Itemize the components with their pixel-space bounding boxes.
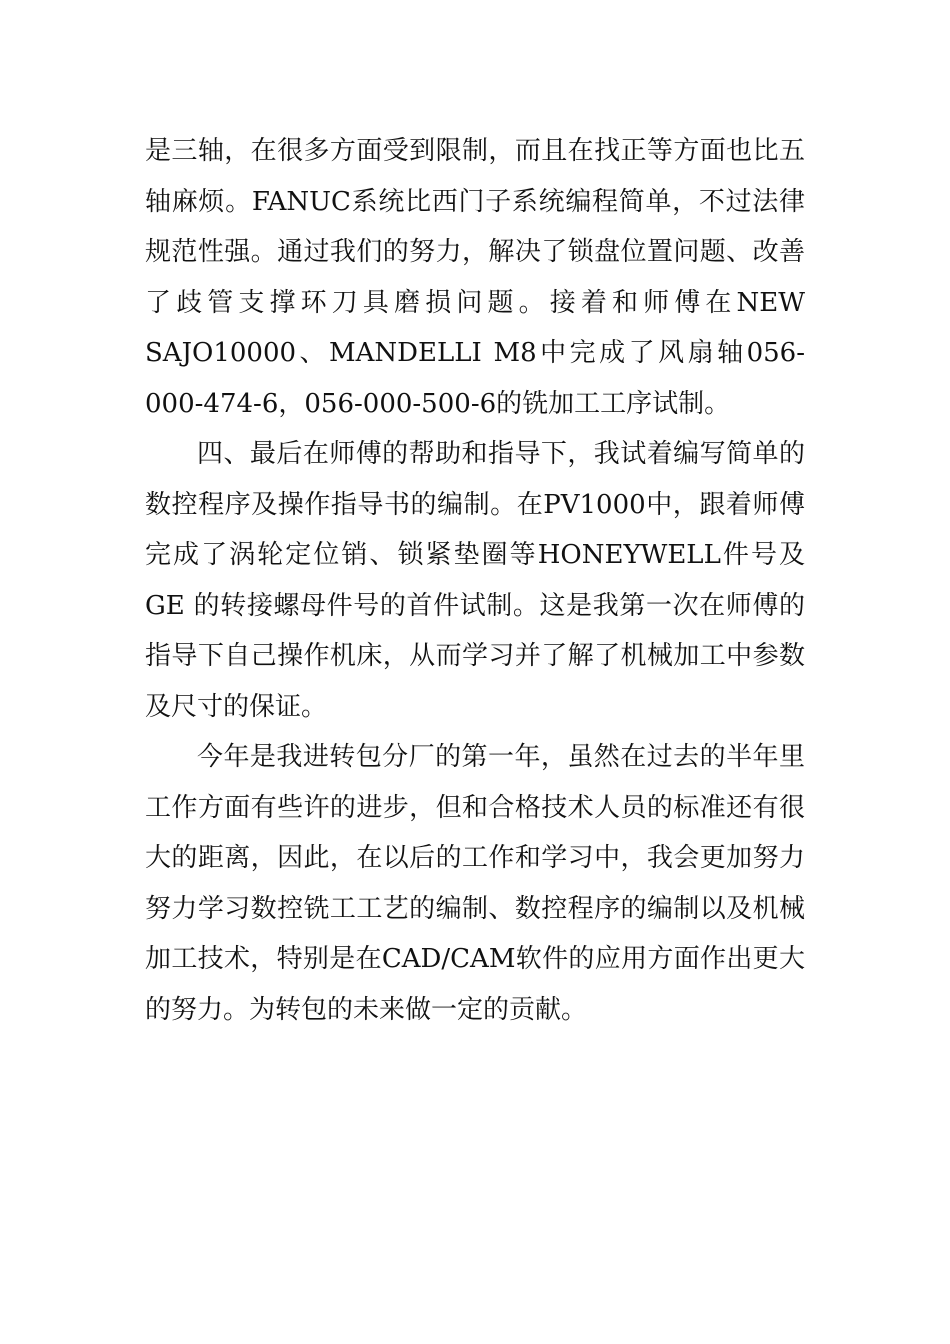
document-body — [145, 126, 805, 1035]
paragraph-section-four: 四、最后在师傅的帮助和指导下，我试着编写简单的数控程序及操作指导书的编制。在PV1000中，跟着师傅完成了涡轮定位销、锁紧垫圈等HONEYWELL件号及GE 的转接螺母件号的首件试制。这是我第一次在师傅的指导下自己操作机床，从而学习并了解了机械加工中参数及尺寸的保证。 — [145, 439, 805, 722]
paragraph-conclusion: 今年是我进转包分厂的第一年，虽然在过去的半年里工作方面有些许的进步，但和合格技术人员的标准还有很大的距离，因此，在以后的工作和学习中，我会更加努力努力学习数控铣工工艺的编制、数控程序的编制以及机械加工技术，特别是在CAD/CAM软件的应用方面作出更大的努力。为转包的未来做一定的贡献。 — [145, 742, 805, 1025]
paragraph-continuation: 是三轴，在很多方面受到限制，而且在找正等方面也比五轴麻烦。FANUC系统比西门子系统编程简单，不过法律规范性强。通过我们的努力，解决了锁盘位置问题、改善了歧管支撑环刀具磨损问题。接着和师傅在NEW SAJO10000、MANDELLI M8中完成了风扇轴056-000-474-6，056-000-500-6的铣加工工序试制。 — [145, 136, 805, 419]
